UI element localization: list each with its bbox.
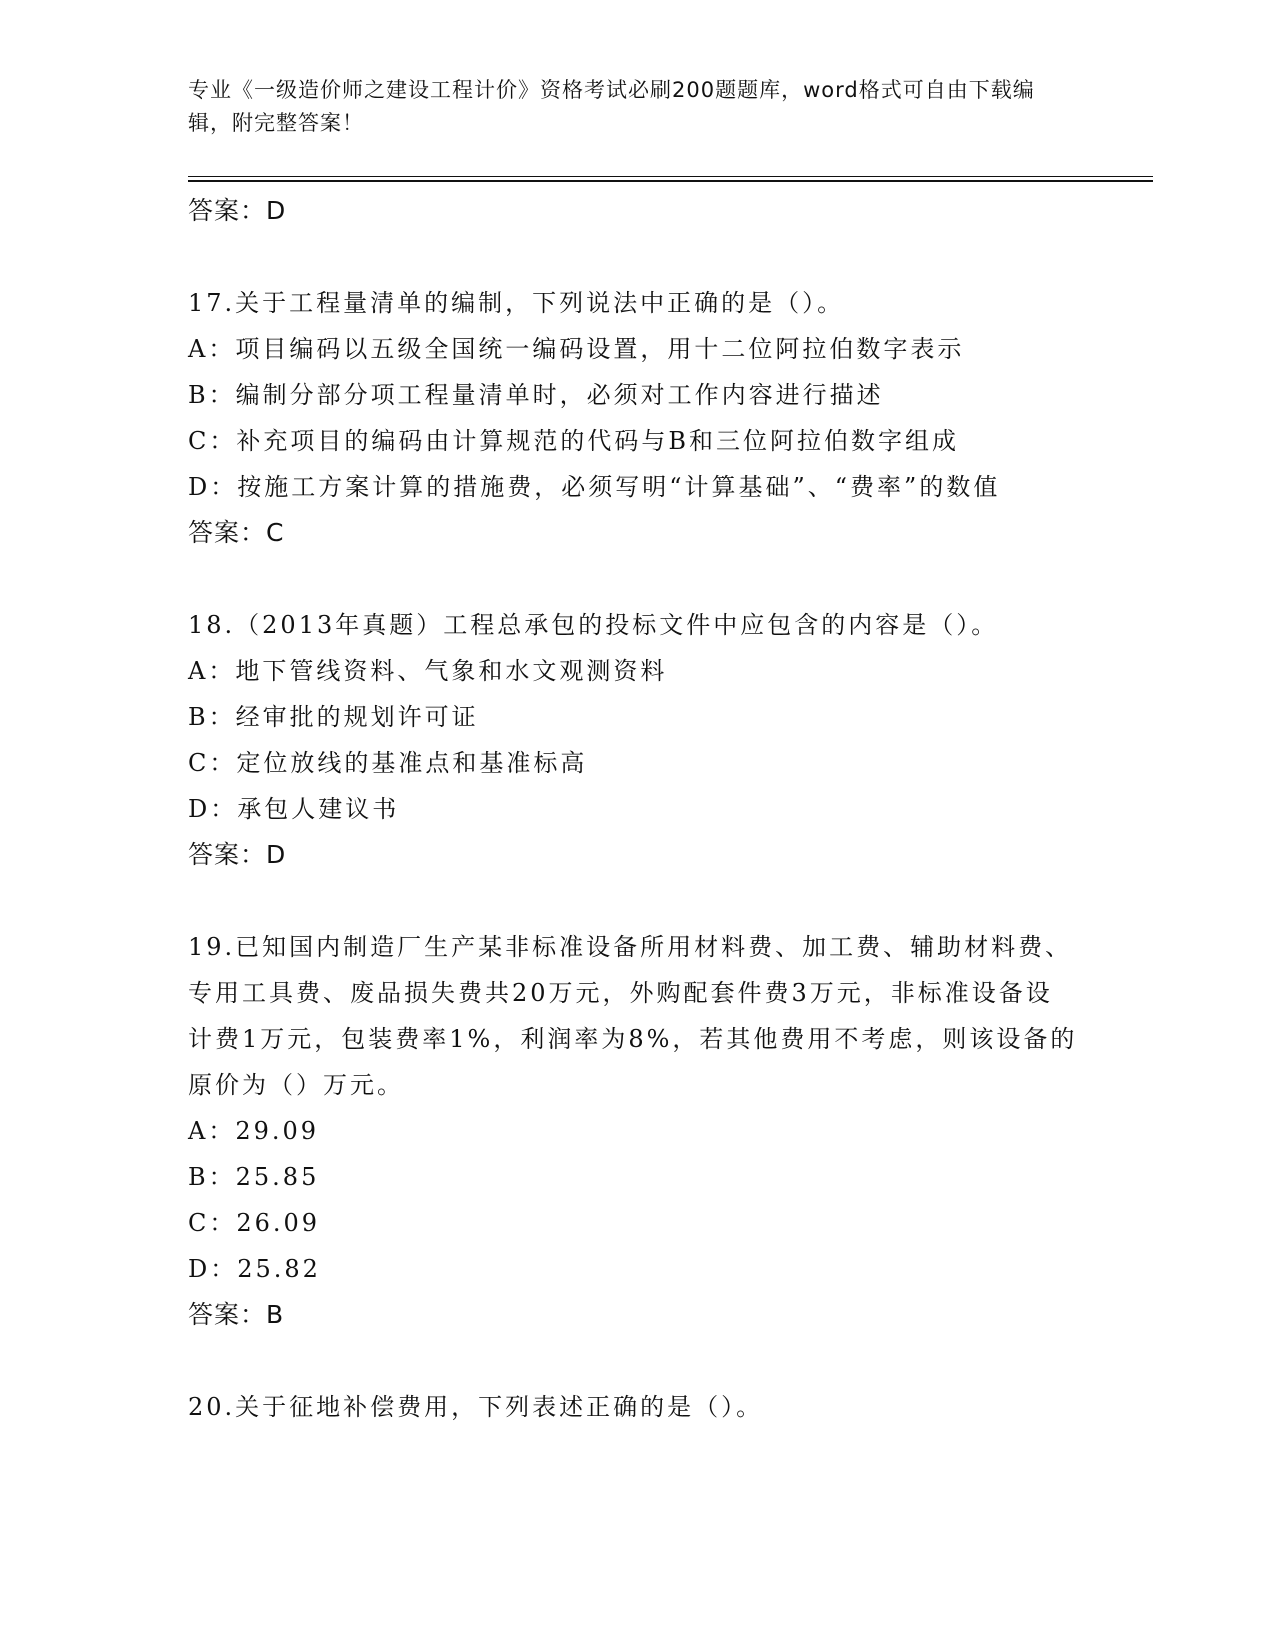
spacer [188, 1338, 1078, 1384]
option-b: B：经审批的规划许可证 [188, 703, 479, 731]
option-b: B：25.85 [188, 1163, 320, 1191]
option-c: C：定位放线的基准点和基准标高 [188, 749, 588, 777]
question-17 [188, 280, 1078, 556]
question-19 [188, 924, 1078, 1338]
option-d: D：承包人建议书 [188, 795, 400, 823]
question-text: 20.关于征地补偿费用，下列表述正确的是（）。 [188, 1393, 764, 1421]
answer: 答案：D [188, 840, 287, 869]
option-a: A：29.09 [188, 1117, 320, 1145]
spacer [188, 234, 1078, 280]
answer: 答案：C [188, 518, 285, 547]
question-text: 18.（2013年真题）工程总承包的投标文件中应包含的内容是（）。 [188, 611, 999, 639]
question-text: 17.关于工程量清单的编制，下列说法中正确的是（）。 [188, 289, 845, 317]
question-18 [188, 602, 1078, 878]
spacer [188, 878, 1078, 924]
question-20 [188, 1384, 1078, 1430]
option-d: D：25.82 [188, 1255, 321, 1283]
option-a: A：项目编码以五级全国统一编码设置，用十二位阿拉伯数字表示 [188, 335, 965, 363]
header-divider [188, 176, 1153, 177]
question-text: 19.已知国内制造厂生产某非标准设备所用材料费、加工费、辅助材料费、专用工具费、废品损失费共20万元，外购配套件费3万元，非标准设备设计费1万元，包装费率1%，利润率为8%，若其他费用不考虑，则该设备的原价为（）万元。 [188, 933, 1078, 1099]
spacer [188, 556, 1078, 602]
option-c: C：26.09 [188, 1209, 321, 1237]
option-c: C：补充项目的编码由计算规范的代码与B和三位阿拉伯数字组成 [188, 427, 959, 455]
document-header: 专业《一级造价师之建设工程计价》资格考试必刷200题题库，word格式可自由下载编辑，附完整答案！ [188, 78, 1035, 135]
option-b: B：编制分部分项工程量清单时，必须对工作内容进行描述 [188, 381, 884, 409]
option-a: A：地下管线资料、气象和水文观测资料 [188, 657, 668, 685]
option-d: D：按施工方案计算的措施费，必须写明“计算基础”、“费率”的数值 [188, 473, 1001, 501]
document-body [188, 188, 1078, 1430]
previous-answer: 答案：D [188, 196, 287, 225]
header-divider-thick [188, 180, 1153, 182]
answer: 答案：B [188, 1300, 285, 1329]
